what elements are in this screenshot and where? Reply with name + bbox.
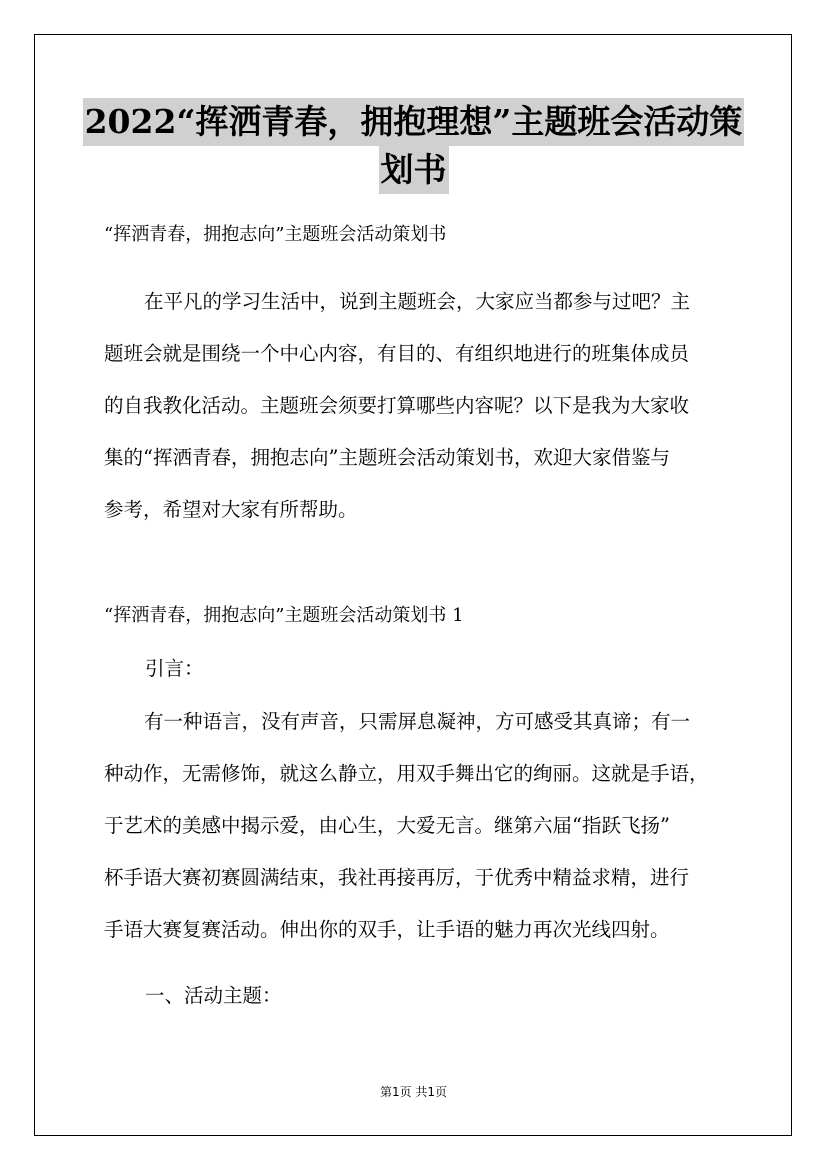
document-title [60, 98, 767, 194]
intro-line-4: 集的“挥洒青春，拥抱志向”主题班会活动策划书，欢迎大家借鉴与 [104, 446, 670, 469]
preface-line-1: 有一种语言，没有声音，只需屏息凝神，方可感受其真谛；有一 [144, 710, 691, 733]
preface-paragraph [104, 696, 726, 956]
preface-label: 引言： [145, 657, 204, 680]
theme-heading: 一、活动主题： [145, 984, 282, 1007]
intro-line-2: 题班会就是围绕一个中心内容，有目的、有组织地进行的班集体成员 [104, 342, 690, 365]
intro-line-1: 在平凡的学习生活中，说到主题班会，大家应当都参与过吧？主 [144, 290, 691, 313]
document-subtitle: “挥洒青春，拥抱志向”主题班会活动策划书 [104, 224, 447, 245]
preface-line-5: 手语大赛复赛活动。伸出你的双手，让手语的魅力再次光线四射。 [104, 918, 670, 941]
intro-line-3: 的自我教化活动。主题班会须要打算哪些内容呢？以下是我为大家收 [104, 394, 690, 417]
title-line-2: 划书 [379, 146, 449, 194]
preface-line-3: 于艺术的美感中揭示爱，由心生，大爱无言。继第六届“指跃飞扬” [104, 814, 670, 837]
title-line-1: 2022“挥洒青春，拥抱理想”主题班会活动策 [83, 98, 745, 146]
preface-line-2: 种动作，无需修饰，就这么静立，用双手舞出它的绚丽。这就是手语， [104, 762, 709, 785]
page-footer: 第1页 共1页 [379, 1085, 448, 1099]
section-heading-1: “挥洒青春，拥抱志向”主题班会活动策划书 1 [104, 605, 464, 626]
intro-line-5: 参考，希望对大家有所帮助。 [104, 498, 358, 521]
page-border [34, 34, 792, 1136]
preface-line-4: 杯手语大赛初赛圆满结束，我社再接再厉，于优秀中精益求精，进行 [104, 866, 690, 889]
intro-paragraph [104, 276, 726, 536]
